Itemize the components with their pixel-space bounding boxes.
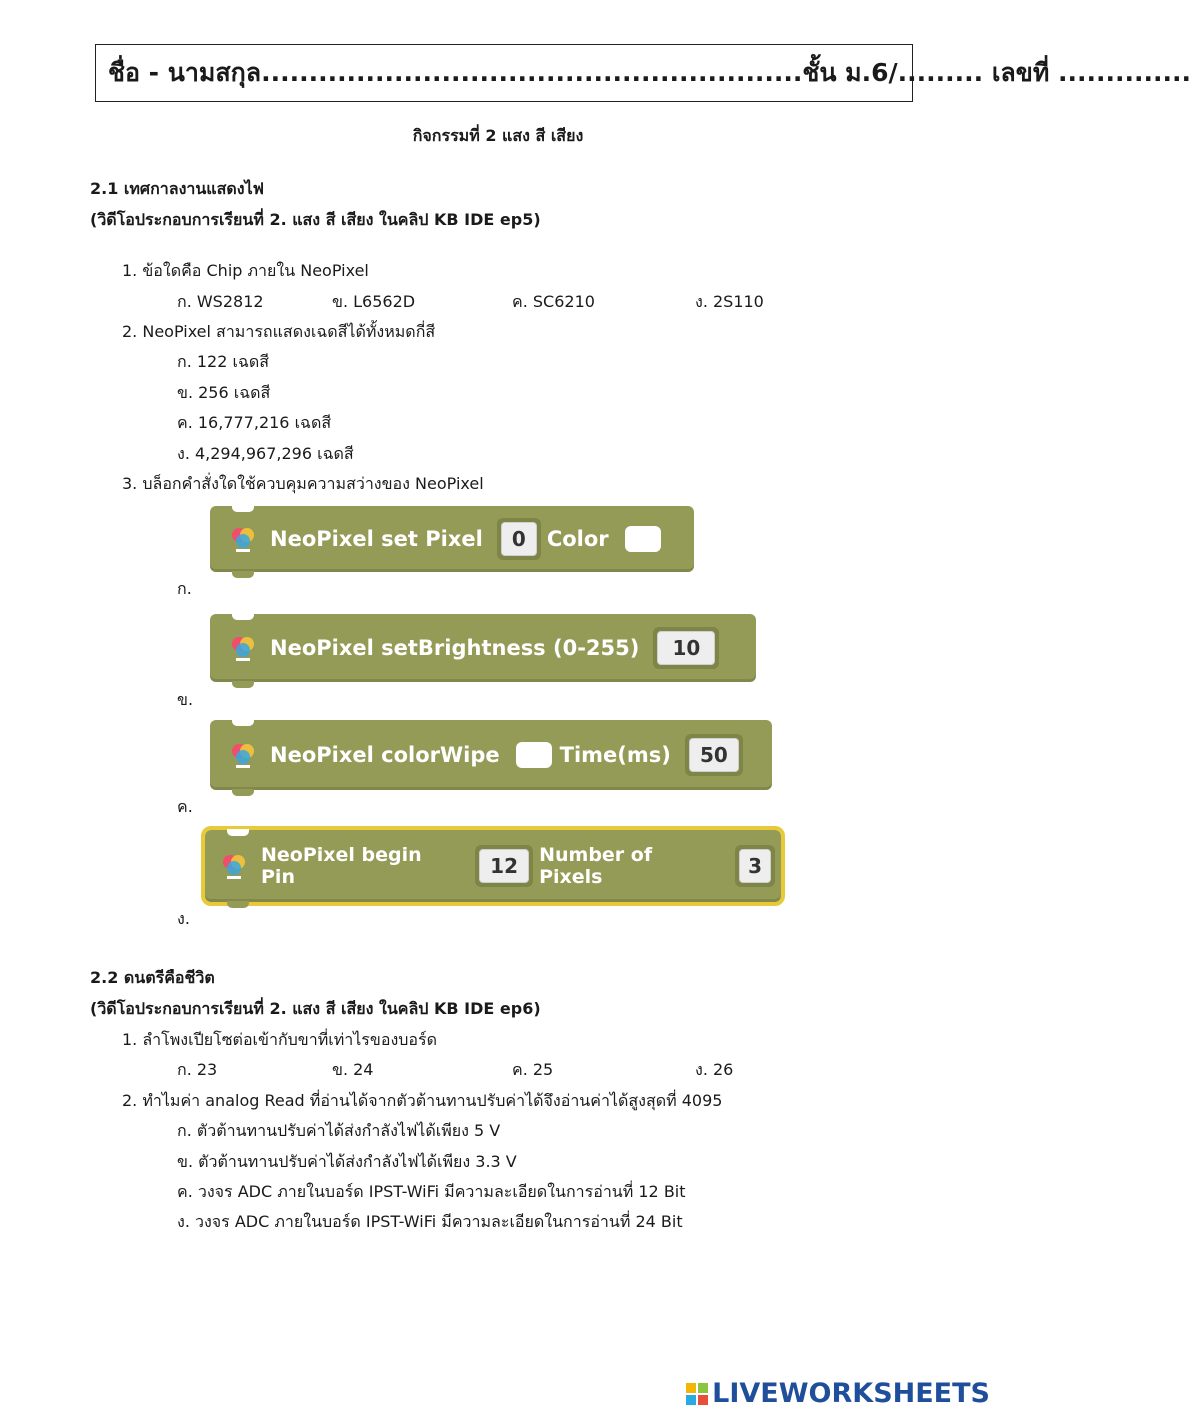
color-swatch[interactable] <box>516 742 552 768</box>
section2-subheading: (วิดีโอประกอบการเรียนที่ 2. แสง สี เสียง ในคลิป KB IDE ep6) <box>90 999 541 1018</box>
block-label: NeoPixel begin Pin <box>261 844 422 888</box>
section2-heading: 2.2 ดนตรีคือชีวิต <box>90 968 215 987</box>
option-1-1-a[interactable]: ก. WS2812 <box>177 292 264 311</box>
section1-subheading: (วิดีโอประกอบการเรียนที่ 2. แสง สี เสียง ในคลิป KB IDE ep5) <box>90 210 541 229</box>
question-1-3: 3. บล็อกคำสั่งใดใช้ควบคุมความสว่างของ NeoPixel <box>122 474 484 493</box>
option-1-3-b-label[interactable]: ข. <box>177 690 194 709</box>
neopixel-begin-block[interactable] <box>205 830 781 902</box>
color-palette-icon <box>228 740 258 770</box>
question-1-1: 1. ข้อใดคือ Chip ภายใน NeoPixel <box>122 261 369 280</box>
question-1-2: 2. NeoPixel สามารถแสดงเฉดสีได้ทั้งหมดกี่สี <box>122 322 436 341</box>
color-swatch[interactable] <box>625 526 661 552</box>
logo-text: LIVEWORKSHEETS <box>712 1378 990 1409</box>
option-1-3-a-label[interactable]: ก. <box>177 579 192 598</box>
student-info-box <box>95 44 1191 102</box>
section1-heading: 2.1 เทศกาลงานแสดงไฟ <box>90 179 264 198</box>
option-2-1-a[interactable]: ก. 23 <box>177 1060 218 1079</box>
option-1-2-c[interactable]: ค. 16,777,216 เฉดสี <box>177 413 332 432</box>
option-1-1-d[interactable]: ง. 2S110 <box>695 292 764 311</box>
pin-slot[interactable]: 12 <box>475 845 533 887</box>
option-2-1-d[interactable]: ง. 26 <box>695 1060 734 1079</box>
brightness-slot[interactable]: 10 <box>653 627 719 669</box>
block-label: NeoPixel colorWipe <box>270 743 500 767</box>
option-2-2-a[interactable]: ก. ตัวต้านทานปรับค่าได้ส่งกำลังไฟได้เพียง 5 V <box>177 1121 501 1140</box>
block-label: NeoPixel set Pixel <box>270 527 483 551</box>
option-2-2-c[interactable]: ค. วงจร ADC ภายในบอร์ด IPST-WiFi มีความละเอียดในการอ่านที่ 12 Bit <box>177 1182 686 1201</box>
neopixel-setbrightness-block[interactable] <box>210 614 756 682</box>
option-1-2-d[interactable]: ง. 4,294,967,296 เฉดสี <box>177 444 354 463</box>
option-1-2-a[interactable]: ก. 122 เฉดสี <box>177 352 270 371</box>
option-1-1-c[interactable]: ค. SC6210 <box>512 292 595 311</box>
block-label-2: Number of Pixels <box>539 844 653 888</box>
option-1-3-c-label[interactable]: ค. <box>177 797 193 816</box>
option-1-3-d-label[interactable]: ง. <box>177 909 190 928</box>
block-label-2: Time(ms) <box>559 743 671 767</box>
color-palette-icon <box>219 851 249 881</box>
neopixel-set-pixel-block[interactable] <box>210 506 694 572</box>
logo-mark-icon <box>686 1383 708 1405</box>
block-label: NeoPixel setBrightness (0-255) <box>270 636 640 660</box>
pixel-count-slot[interactable]: 3 <box>735 845 775 887</box>
color-palette-icon <box>228 633 258 663</box>
pixel-index-slot[interactable]: 0 <box>497 518 541 560</box>
option-2-1-b[interactable]: ข. 24 <box>332 1060 374 1079</box>
option-2-1-c[interactable]: ค. 25 <box>512 1060 554 1079</box>
option-1-1-b[interactable]: ข. L6562D <box>332 292 416 311</box>
question-2-1: 1. ลำโพงเปียโซต่อเข้ากับขาที่เท่าไรของบอร์ด <box>122 1030 437 1049</box>
color-palette-icon <box>228 524 258 554</box>
option-2-2-d[interactable]: ง. วงจร ADC ภายในบอร์ด IPST-WiFi มีความละเอียดในการอ่านที่ 24 Bit <box>177 1212 683 1231</box>
block-label-2: Color <box>546 527 609 551</box>
activity-title: กิจกรรมที่ 2 แสง สี เสียง <box>412 126 584 145</box>
student-info-line: ชื่อ - นามสกุล.........................................................ชั้น ม.6/......... เลขที่ .............. <box>108 58 1191 87</box>
question-2-2: 2. ทำไมค่า analog Read ที่อ่านได้จากตัวต้านทานปรับค่าได้จึงอ่านค่าได้สูงสุดที่ 4095 <box>122 1091 723 1110</box>
option-1-2-b[interactable]: ข. 256 เฉดสี <box>177 383 271 402</box>
option-2-2-b[interactable]: ข. ตัวต้านทานปรับค่าได้ส่งกำลังไฟได้เพียง 3.3 V <box>177 1152 517 1171</box>
time-slot[interactable]: 50 <box>685 734 743 776</box>
neopixel-colorwipe-block[interactable] <box>210 720 772 790</box>
liveworksheets-logo[interactable] <box>686 1378 990 1409</box>
